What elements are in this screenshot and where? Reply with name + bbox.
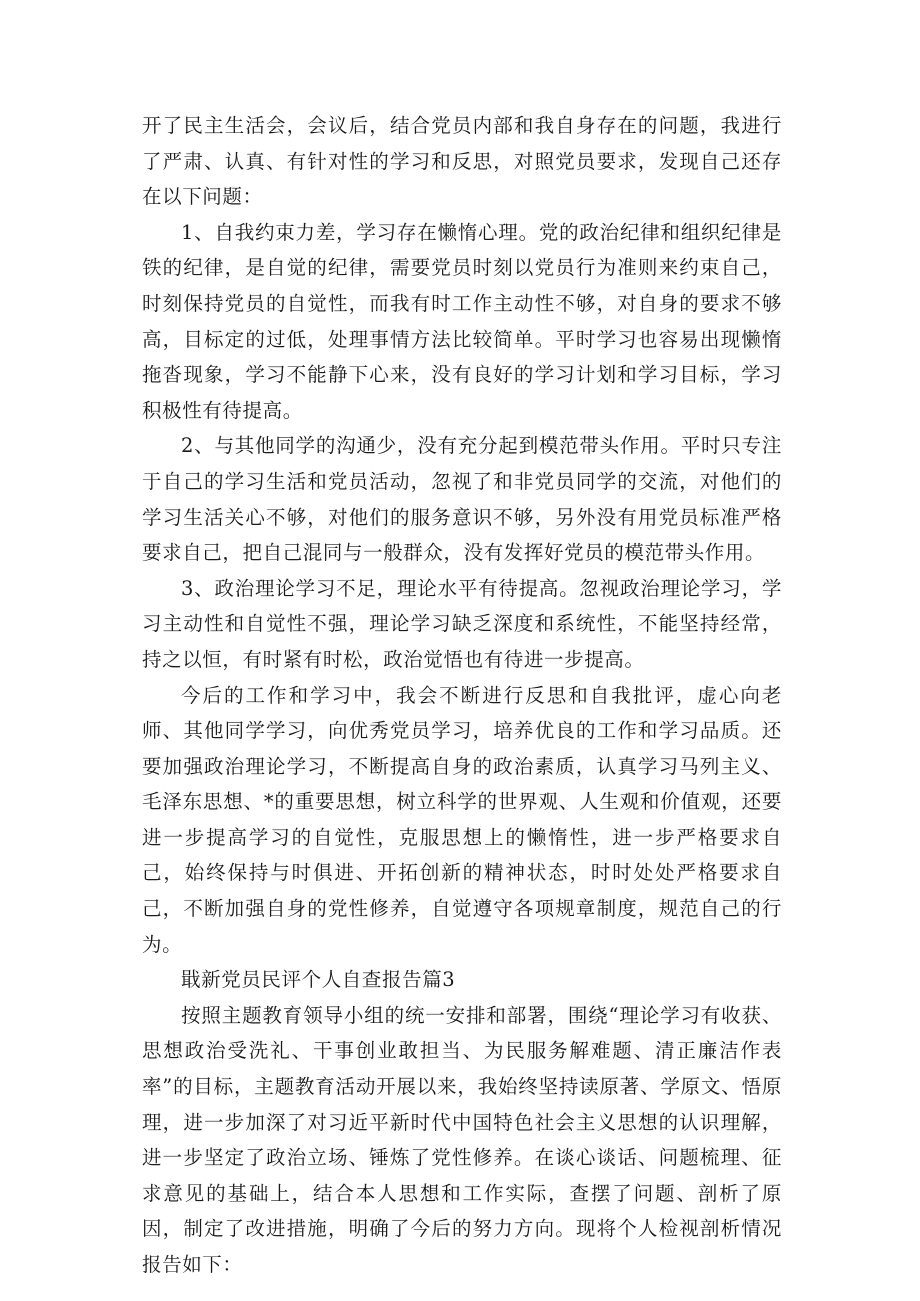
paragraph-problem-3: 3、政治理论学习不足，理论水平有待提高。忽视政治理论学习，学习主动性和自觉性不强，理论学习缺乏深度和系统性，不能坚持经常，持之以恒，有时紧有时松，政治觉悟也有待进一步提高。 xyxy=(142,576,782,671)
document-body xyxy=(142,108,782,1283)
paragraph-intro: 开了民主生活会，会议后，结合党员内部和我自身存在的问题，我进行了严肃、认真、有针对性的学习和反思，对照党员要求，发现自己还存在以下问题： xyxy=(142,114,782,209)
section-heading: 戢新党员民评个人自查报告篇3 xyxy=(181,968,456,992)
paragraph-future-plan: 今后的工作和学习中，我会不断进行反思和自我批评，虚心向老师、其他同学学习，向优秀党员学习，培养优良的工作和学习品质。还要加强政治理论学习，不断提高自身的政治素质，认真学习马列主义、毛泽东思想、*的重要思想，树立科学的世界观、人生观和价值观，还要进一步提高学习的自觉性，克服思想上的懒惰性，进一步严格要求自己，始终保持与时俱进、开拓创新的精神状态，时时处处严格要求自己，不断加强自身的党性修养，自觉遵守各项规章制度，规范自己的行为。 xyxy=(142,683,782,956)
paragraph-problem-2: 2、与其他同学的沟通少，没有充分起到模范带头作用。平时只专注于自己的学习生活和党员活动，忽视了和非党员同学的交流，对他们的学习生活关心不够，对他们的服务意识不够，另外没有用党员标准严格要求自己，把自己混同与一般群众，没有发挥好党员的模范带头作用。 xyxy=(142,434,782,565)
paragraph-problem-1: 1、自我约束力差，学习存在懒惰心理。党的政治纪律和组织纪律是铁的纪律，是自觉的纪律，需要党员时刻以党员行为准则来约束自己，时刻保持党员的自觉性，而我有时工作主动性不够，对自身的要求不够高，目标定的过低，处理事情方法比较简单。平时学习也容易出现懒惰拖沓现象，学习不能静下心来，没有良好的学习计划和学习目标，学习积极性有待提高。 xyxy=(142,220,782,422)
paragraph-section-intro: 按照主题教育领导小组的统一安排和部署，围绕“理论学习有收获、思想政治受洗礼、干事创业敢担当、为民服务解难题、清正廉洁作表率”的目标，主题教育活动开展以来，我始终坚持读原著、学原文、悟原理，进一步加深了对习近平新时代中国特色社会主义思想的认识理解，进一步坚定了政治立场、锤炼了党性修养。在谈心谈话、问题梳理、征求意见的基础上，结合本人思想和工作实际，查摆了问题、剖析了原因，制定了改进措施，明确了今后的努力方向。现将个人检视剖析情况报告如下： xyxy=(142,1003,782,1276)
